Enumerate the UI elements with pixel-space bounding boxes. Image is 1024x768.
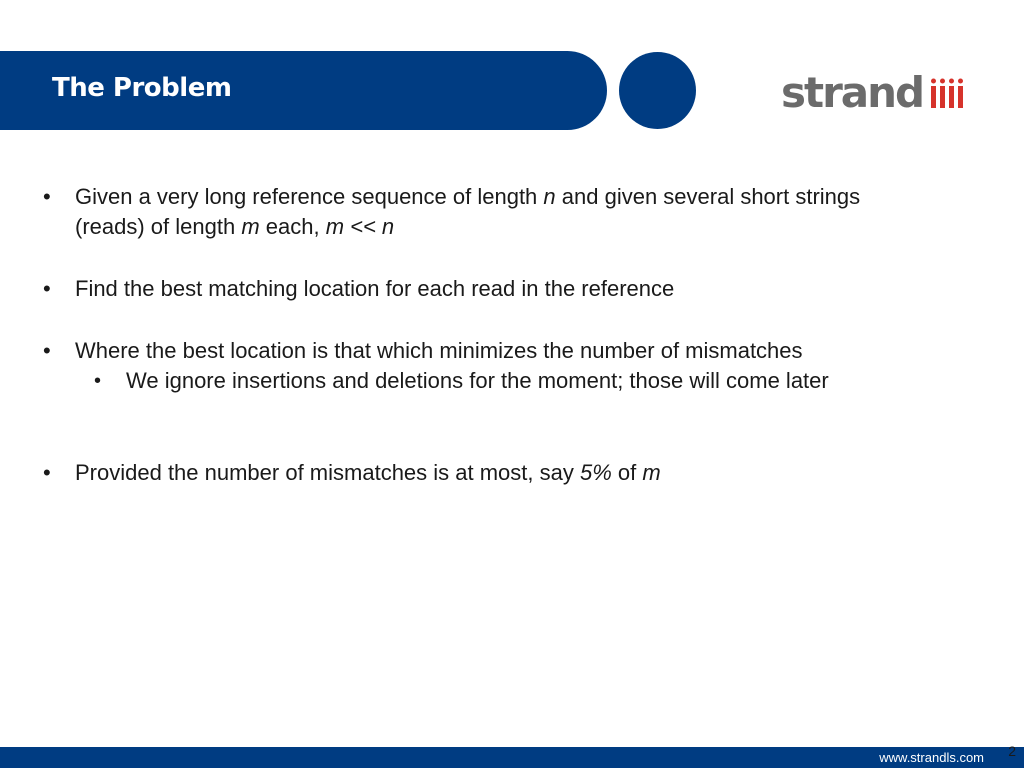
bullet-text: and given several short strings (reads) of length [75,184,861,239]
variable-n: n [543,184,556,209]
logo-wordmark: strand [781,68,924,117]
sub-bullet-indels [94,366,916,396]
bullet-marker: • [43,184,51,209]
bullet-marker: • [43,276,51,301]
bullet-best-location [43,336,975,366]
bullet-mismatch-limit [43,458,935,488]
sub-bullet-marker: • [94,370,102,392]
variable-m: m [642,460,661,485]
bullet-problem-statement [43,182,935,242]
bullet-text: Find the best matching location for each read in the reference [75,276,675,301]
variable-relation: m << n [325,214,395,239]
bullet-text: We ignore insertions and deletions for the moment; those will come later [126,368,829,393]
page-number: 2 [1008,743,1016,759]
variable-m: m [241,214,260,239]
bullet-text: of [611,460,643,485]
bullet-text: Provided the number of mismatches is at most, say [75,460,580,485]
footer-bar [0,743,1024,768]
bullet-text: Where the best location is that which minimizes the number of mismatches [75,338,803,363]
percentage: 5% [579,460,612,485]
bullet-text: Given a very long reference sequence of length [75,184,544,209]
bullet-marker: • [43,460,51,485]
bullet-find-location [43,274,935,304]
footer-url: www.strandls.com [879,750,984,765]
bullet-text: each, [259,214,326,239]
slide-title: The Problem [52,73,232,103]
bullet-marker: • [43,338,51,363]
